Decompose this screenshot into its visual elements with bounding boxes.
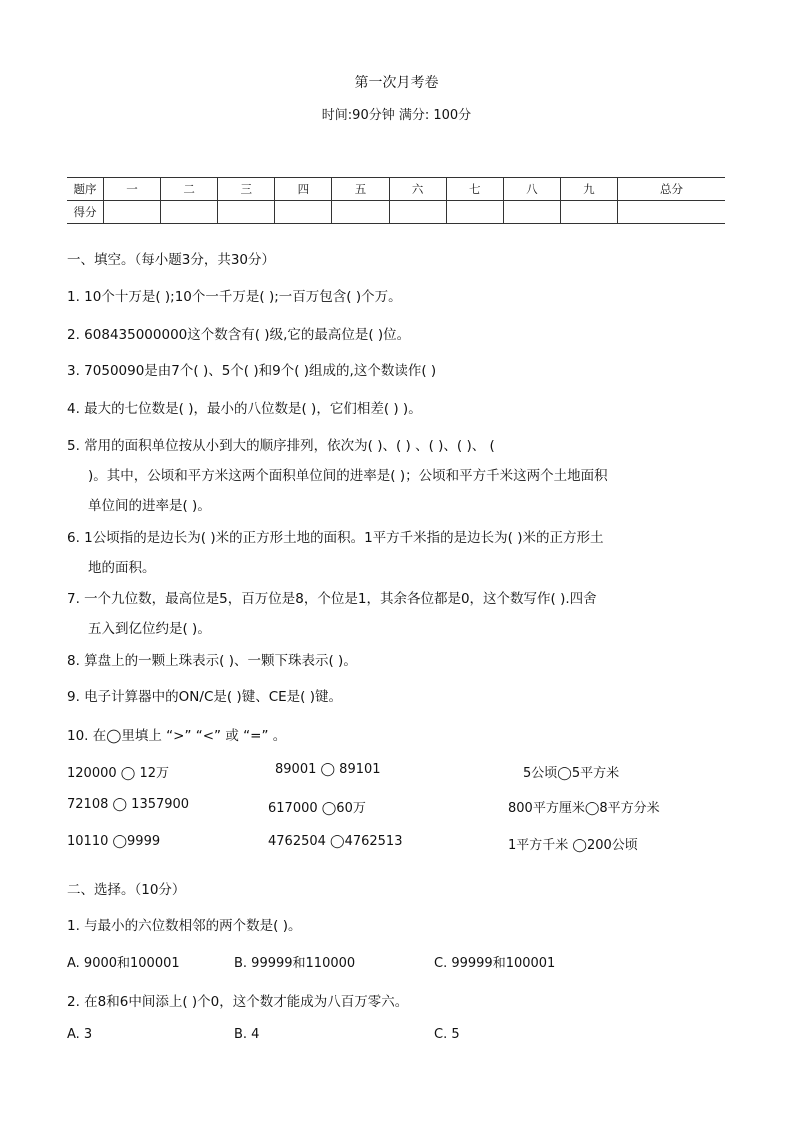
score-cell: 八 bbox=[503, 178, 560, 201]
question-9: 9. 电子计算器中的ON/C是( )键、CE是( )键。 bbox=[67, 689, 342, 705]
question-10: 10. 在◯里填上 “>” “<” 或 “=” 。 bbox=[67, 728, 287, 744]
score-cell: 九 bbox=[560, 178, 617, 201]
choice-question-2: 2. 在8和6中间添上( )个0，这个数才能成为八百万零六。 bbox=[67, 994, 409, 1010]
question-7-line-1: 7. 一个九位数，最高位是5，百万位是8，个位是1，其余各位都是0，这个数写作( ).四舍 bbox=[67, 591, 597, 607]
compare-item: 4762504 ◯4762513 bbox=[268, 834, 403, 849]
question-5-line-3: 单位间的进率是( )。 bbox=[88, 498, 211, 514]
score-cell: 四 bbox=[275, 178, 332, 201]
score-input-cell[interactable] bbox=[332, 201, 389, 224]
score-cell: 一 bbox=[104, 178, 161, 201]
score-cell: 五 bbox=[332, 178, 389, 201]
score-input-cell[interactable] bbox=[275, 201, 332, 224]
question-5-line-1: 5. 常用的面积单位按从小到大的顺序排列，依次为( )、( ) 、( )、( )、 ( bbox=[67, 438, 495, 454]
question-2: 2. 608435000000这个数含有( )级,它的最高位是( )位。 bbox=[67, 327, 411, 343]
compare-item: 617000 ◯60万 bbox=[268, 801, 366, 816]
score-input-cell[interactable] bbox=[389, 201, 446, 224]
option-c[interactable]: C. 5 bbox=[434, 1027, 460, 1042]
compare-item: 120000 ◯ 12万 bbox=[67, 766, 169, 781]
section-heading: 一、填空。（每小题3分，共30分） bbox=[67, 252, 276, 268]
compare-item: 1平方千米 ◯200公顷 bbox=[508, 838, 638, 853]
score-table bbox=[67, 177, 725, 224]
compare-item: 72108 ◯ 1357900 bbox=[67, 797, 190, 812]
question-6-line-1: 6. 1公顷指的是边长为( )米的正方形土地的面积。1平方千米指的是边长为( )米的正方形土 bbox=[67, 530, 604, 546]
option-b[interactable]: B. 4 bbox=[234, 1027, 260, 1042]
option-c[interactable]: C. 99999和100001 bbox=[434, 956, 556, 971]
score-row-label: 得分 bbox=[67, 201, 104, 224]
score-input-cell[interactable] bbox=[617, 201, 725, 224]
score-cell: 三 bbox=[218, 178, 275, 201]
option-a[interactable]: A. 9000和100001 bbox=[67, 956, 180, 971]
score-cell: 六 bbox=[389, 178, 446, 201]
option-a[interactable]: A. 3 bbox=[67, 1027, 93, 1042]
compare-item: 800平方厘米◯8平方分米 bbox=[508, 801, 660, 816]
question-4: 4. 最大的七位数是( )，最小的八位数是( )，它们相差( ) )。 bbox=[67, 401, 422, 417]
compare-item: 5公顷◯5平方米 bbox=[523, 766, 620, 781]
score-input-cell[interactable] bbox=[104, 201, 161, 224]
score-input-cell[interactable] bbox=[446, 201, 503, 224]
question-8: 8. 算盘上的一颗上珠表示( )、一颗下珠表示( )。 bbox=[67, 653, 357, 669]
score-cell: 二 bbox=[161, 178, 218, 201]
exam-info: 时间:90分钟 满分: 100分 bbox=[321, 108, 472, 123]
section-heading: 二、选择。（10分） bbox=[67, 882, 186, 898]
score-table-header-row bbox=[67, 178, 725, 201]
score-input-cell[interactable] bbox=[161, 201, 218, 224]
choice-question-1: 1. 与最小的六位数相邻的两个数是( )。 bbox=[67, 918, 302, 934]
question-6-line-2: 地的面积。 bbox=[88, 560, 156, 576]
question-1: 1. 10个十万是( );10个一千万是( );一百万包含( )个万。 bbox=[67, 289, 402, 305]
score-cell: 七 bbox=[446, 178, 503, 201]
question-5-line-2: )。其中，公顷和平方米这两个面积单位间的进率是( )；公顷和平方千米这两个土地面积 bbox=[88, 468, 608, 484]
score-table-score-row bbox=[67, 201, 725, 224]
compare-item: 89001 ◯ 89101 bbox=[275, 762, 381, 777]
score-input-cell[interactable] bbox=[560, 201, 617, 224]
option-b[interactable]: B. 99999和110000 bbox=[234, 956, 356, 971]
compare-item: 10110 ◯9999 bbox=[67, 834, 161, 849]
question-3: 3. 7050090是由7个( )、5个( )和9个( )组成的,这个数读作( ) bbox=[67, 363, 437, 379]
question-7-line-2: 五入到亿位约是( )。 bbox=[88, 621, 211, 637]
score-input-cell[interactable] bbox=[503, 201, 560, 224]
score-cell: 总分 bbox=[617, 178, 725, 201]
page-title: 第一次月考卷 bbox=[354, 75, 439, 91]
score-cell: 题序 bbox=[67, 178, 104, 201]
score-input-cell[interactable] bbox=[218, 201, 275, 224]
